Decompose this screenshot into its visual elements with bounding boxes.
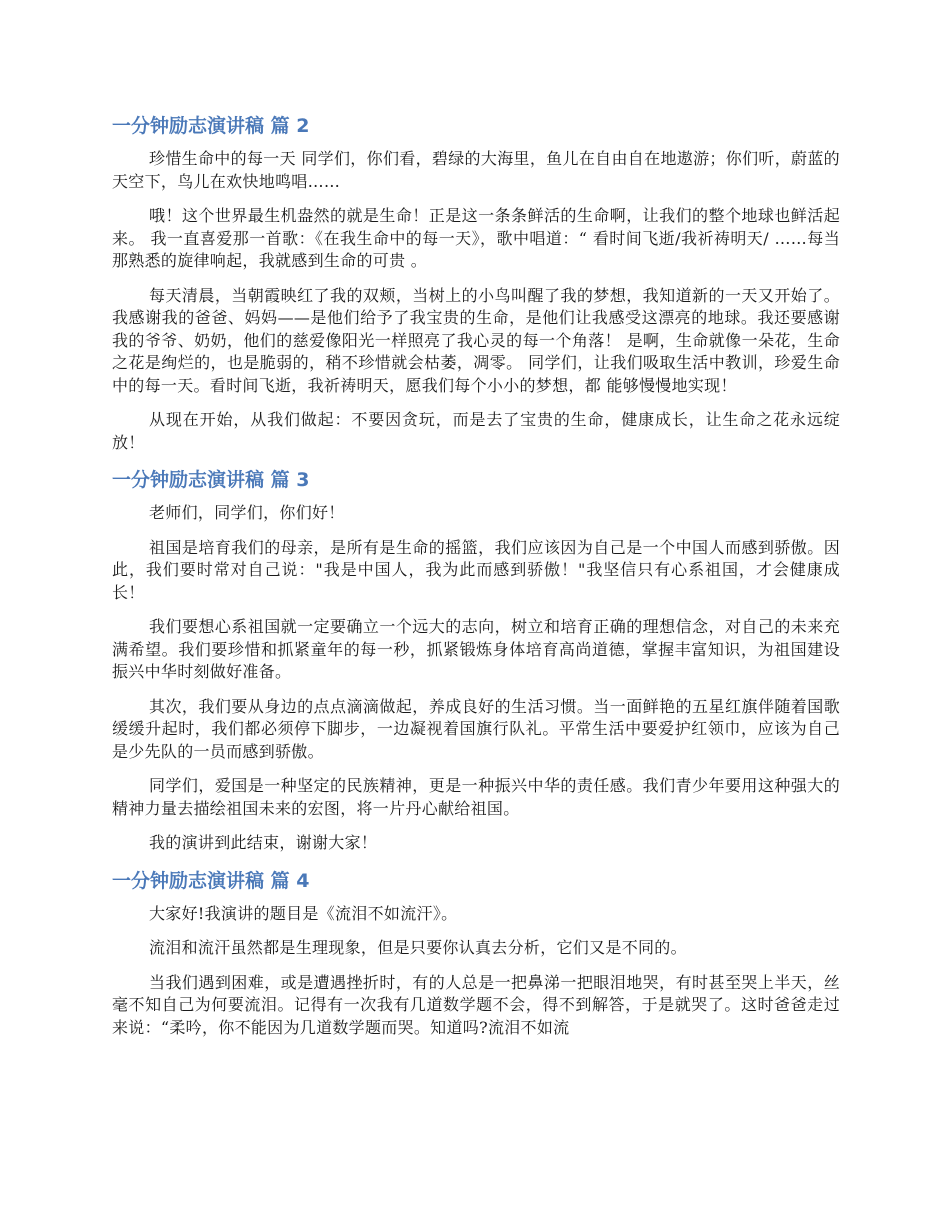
paragraph: 大家好!我演讲的题目是《流泪不如流汗》。 [149,903,458,923]
paragraph: 每天清晨，当朝霞映红了我的双颊，当树上的小鸟叫醒了我的梦想，我知道新的一天又开始了。我感谢我的爸爸、妈妈——是他们给予了我宝贵的生命，是他们让我感受这漂亮的地球。我还要感谢我的爷爷、奶奶，他们的慈爱像阳光一样照亮了我心灵的每一个角落！ 是啊，生命就像一朵花，生命之花是绚烂的，也是脆弱的，稍不珍惜就会枯萎，凋零。 同学们，让我们吸取生活中教训，珍爱生命中的每一天。看时间飞逝，我祈祷明天，愿我们每个小小的梦想，都 能够慢慢地实现！ [112,285,840,395]
paragraph: 同学们，爱国是一种坚定的民族精神，更是一种振兴中华的责任感。我们青少年要用这种强大的精神力量去描绘祖国未来的宏图，将一片丹心献给祖国。 [112,776,840,818]
section-heading: 一分钟励志演讲稿 篇 3 [112,469,310,491]
document-page [112,112,840,1051]
paragraph: 我们要想心系祖国就一定要确立一个远大的志向，树立和培育正确的理想信念，对自己的未来充满希望。我们要珍惜和抓紧童年的每一秒，抓紧锻炼身体培育高尚道德，掌握丰富知识，为祖国建设振兴中华时刻做好准备。 [112,617,840,681]
paragraph: 其次，我们要从身边的点点滴滴做起，养成良好的生活习惯。当一面鲜艳的五星红旗伴随着国歌缓缓升起时，我们都必须停下脚步，一边凝视着国旗行队礼。平常生活中要爱护红领巾，应该为自己是少先队的一员而感到骄傲。 [112,696,840,761]
paragraph: 珍惜生命中的每一天 同学们，你们看，碧绿的大海里，鱼儿在自由自在地遨游；你们听，蔚蓝的天空下，鸟儿在欢快地鸣唱…… [112,149,840,191]
paragraph: 老师们，同学们，你们好！ [149,503,345,522]
paragraph: 从现在开始，从我们做起：不要因贪玩，而是去了宝贵的生命，健康成长，让生命之花永远绽放！ [112,410,840,452]
paragraph: 流泪和流汗虽然都是生理现象，但是只要你认真去分析，它们又是不同的。 [149,938,687,957]
section-heading: 一分钟励志演讲稿 篇 2 [112,115,310,137]
paragraph: 我的演讲到此结束，谢谢大家！ [149,833,378,852]
paragraph: 祖国是培育我们的母亲，是所有是生命的摇篮，我们应该因为自己是一个中国人而感到骄傲。因此，我们要时常对自己说："我是中国人，我为此而感到骄傲！"我坚信只有心系祖国，才会健康成长！ [112,537,840,602]
paragraph: 哦！这个世界最生机盎然的就是生命！正是这一条条鲜活的生命啊，让我们的整个地球也鲜活起来。 我一直喜爱那一首歌：《在我生命中的每一天》，歌中唱道：“ 看时间飞逝/我祈祷明天/ ……每当那熟悉的旋律响起，我就感到生命的可贵 。 [112,206,840,270]
paragraph: 当我们遇到困难，或是遭遇挫折时，有的人总是一把鼻涕一把眼泪地哭，有时甚至哭上半天，丝毫不知自己为何要流泪。记得有一次我有几道数学题不会，得不到解答，于是就哭了。这时爸爸走过来说：“柔吟，你不能因为几道数学题而哭。知道吗?流泪不如流 [112,972,840,1037]
section-heading: 一分钟励志演讲稿 篇 4 [112,869,310,892]
